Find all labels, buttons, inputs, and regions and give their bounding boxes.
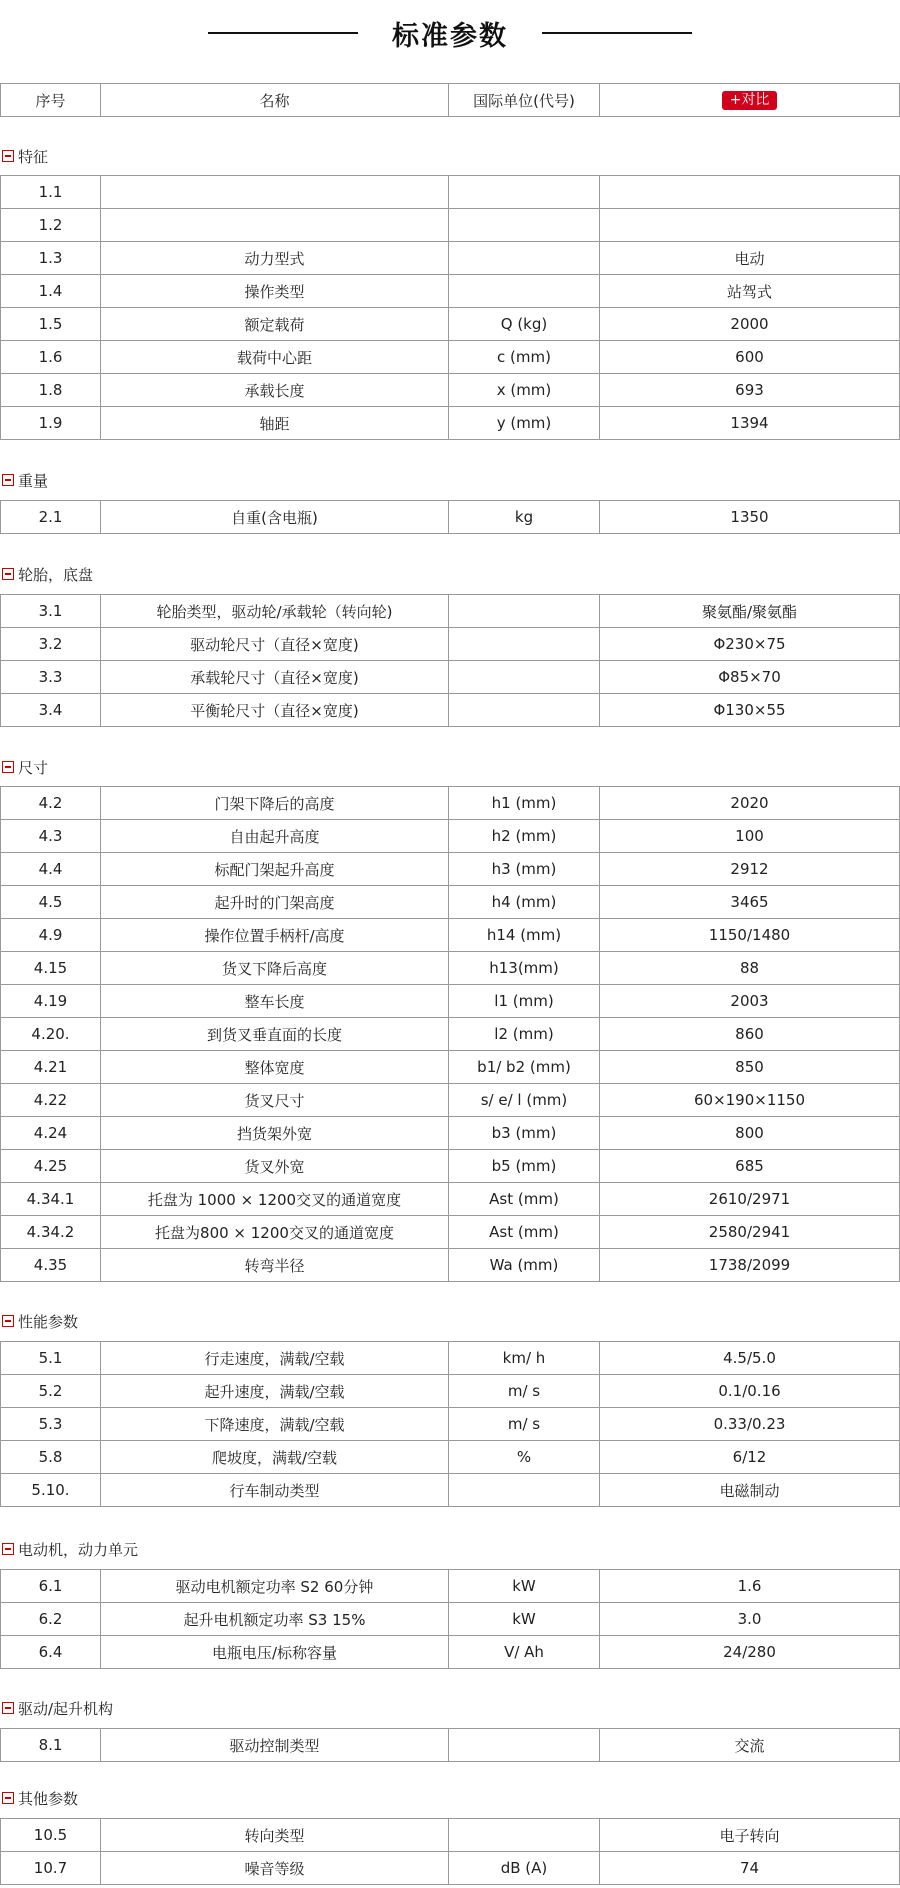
cell-value: 1394 (600, 407, 900, 440)
cell-unit: dB (A) (449, 1852, 600, 1885)
cell-value: 0.1/0.16 (600, 1375, 900, 1408)
cell-name: 货叉下降后高度 (101, 952, 449, 985)
cell-no: 4.25 (1, 1150, 101, 1183)
cell-unit (449, 694, 600, 727)
cell-value: 88 (600, 952, 900, 985)
cell-name: 动力型式 (101, 242, 449, 275)
cell-unit: h13(mm) (449, 952, 600, 985)
cell-unit: h4 (mm) (449, 886, 600, 919)
cell-value: 2000 (600, 308, 900, 341)
cell-unit (449, 275, 600, 308)
cell-name: 起升电机额定功率 S3 15% (101, 1603, 449, 1636)
cell-value: 800 (600, 1117, 900, 1150)
table-row (1, 853, 900, 886)
cell-unit: c (mm) (449, 341, 600, 374)
cell-unit: h14 (mm) (449, 919, 600, 952)
cell-unit (449, 242, 600, 275)
cell-value: 电动 (600, 242, 900, 275)
cell-unit: h1 (mm) (449, 787, 600, 820)
cell-name: 整体宽度 (101, 1051, 449, 1084)
cell-no: 4.24 (1, 1117, 101, 1150)
header-compare-cell (600, 84, 900, 117)
cell-no: 4.20. (1, 1018, 101, 1051)
cell-value: 693 (600, 374, 900, 407)
cell-no: 6.4 (1, 1636, 101, 1669)
cell-no: 1.4 (1, 275, 101, 308)
section-table (0, 175, 900, 440)
cell-no: 10.7 (1, 1852, 101, 1885)
cell-no: 4.35 (1, 1249, 101, 1282)
cell-unit: l1 (mm) (449, 985, 600, 1018)
cell-no: 1.1 (1, 176, 101, 209)
cell-unit: kg (449, 501, 600, 534)
header-name: 名称 (101, 84, 449, 117)
cell-name: 行走速度，满载/空载 (101, 1342, 449, 1375)
cell-name: 货叉尺寸 (101, 1084, 449, 1117)
table-row (1, 1216, 900, 1249)
cell-value: 2003 (600, 985, 900, 1018)
cell-no: 3.4 (1, 694, 101, 727)
cell-name: 标配门架起升高度 (101, 853, 449, 886)
collapse-minus-icon[interactable] (2, 1702, 14, 1714)
cell-no: 6.1 (1, 1570, 101, 1603)
cell-unit (449, 1729, 600, 1762)
table-row (1, 374, 900, 407)
cell-value: 电磁制动 (600, 1474, 900, 1507)
compare-button[interactable]: +对比 (722, 91, 778, 110)
cell-unit: V/ Ah (449, 1636, 600, 1669)
cell-no: 4.15 (1, 952, 101, 985)
table-row (1, 176, 900, 209)
cell-no: 3.1 (1, 595, 101, 628)
section-title: 轮胎，底盘 (18, 565, 94, 584)
cell-value: 685 (600, 1150, 900, 1183)
cell-unit: kW (449, 1603, 600, 1636)
table-row (1, 1018, 900, 1051)
table-row (1, 952, 900, 985)
cell-value: 24/280 (600, 1636, 900, 1669)
section-title: 性能参数 (18, 1312, 79, 1331)
collapse-minus-icon[interactable] (2, 568, 14, 580)
cell-name: 操作位置手柄杆/高度 (101, 919, 449, 952)
cell-no: 4.34.1 (1, 1183, 101, 1216)
cell-unit (449, 1474, 600, 1507)
table-row (1, 407, 900, 440)
cell-name: 托盘为 1000 × 1200交叉的通道宽度 (101, 1183, 449, 1216)
cell-unit: y (mm) (449, 407, 600, 440)
cell-value: 1738/2099 (600, 1249, 900, 1282)
cell-value: 3.0 (600, 1603, 900, 1636)
collapse-minus-icon[interactable] (2, 150, 14, 162)
table-row (1, 1375, 900, 1408)
table-row (1, 787, 900, 820)
section-header (2, 145, 48, 167)
cell-unit (449, 628, 600, 661)
collapse-minus-icon[interactable] (2, 1792, 14, 1804)
cell-unit: Ast (mm) (449, 1216, 600, 1249)
table-row (1, 886, 900, 919)
cell-name: 门架下降后的高度 (101, 787, 449, 820)
section-header (2, 1538, 138, 1560)
cell-value: 3465 (600, 886, 900, 919)
table-row (1, 919, 900, 952)
section-title: 尺寸 (18, 758, 49, 777)
cell-name: 起升速度，满载/空载 (101, 1375, 449, 1408)
section-table (0, 1569, 900, 1669)
cell-unit (449, 209, 600, 242)
table-row (1, 661, 900, 694)
table-row (1, 1819, 900, 1852)
cell-unit: h3 (mm) (449, 853, 600, 886)
table-row (1, 1441, 900, 1474)
cell-name (101, 209, 449, 242)
table-row (1, 209, 900, 242)
section-header (2, 563, 93, 585)
table-row (1, 1342, 900, 1375)
cell-name: 操作类型 (101, 275, 449, 308)
cell-no: 5.2 (1, 1375, 101, 1408)
cell-unit: Wa (mm) (449, 1249, 600, 1282)
cell-name: 轴距 (101, 407, 449, 440)
cell-name: 噪音等级 (101, 1852, 449, 1885)
cell-value: 交流 (600, 1729, 900, 1762)
cell-value: 74 (600, 1852, 900, 1885)
section-table (0, 500, 900, 534)
section-title: 特征 (18, 147, 49, 166)
cell-value: 860 (600, 1018, 900, 1051)
table-row (1, 820, 900, 853)
section-header (2, 756, 48, 778)
header-no: 序号 (1, 84, 101, 117)
cell-no: 4.4 (1, 853, 101, 886)
cell-value: 600 (600, 341, 900, 374)
table-row (1, 1603, 900, 1636)
header-table (0, 83, 900, 117)
cell-value: 6/12 (600, 1441, 900, 1474)
table-row (1, 1183, 900, 1216)
cell-value: 2610/2971 (600, 1183, 900, 1216)
header-row (1, 84, 900, 117)
table-row (1, 595, 900, 628)
table-row (1, 1852, 900, 1885)
cell-no: 4.19 (1, 985, 101, 1018)
cell-value: 60×190×1150 (600, 1084, 900, 1117)
table-row (1, 1474, 900, 1507)
section-table (0, 786, 900, 1282)
section-title: 电动机，动力单元 (18, 1540, 139, 1559)
section-header (2, 1787, 78, 1809)
cell-unit (449, 661, 600, 694)
cell-unit: Ast (mm) (449, 1183, 600, 1216)
page-title: 标准参数 (392, 20, 508, 52)
cell-unit: h2 (mm) (449, 820, 600, 853)
cell-unit: b1/ b2 (mm) (449, 1051, 600, 1084)
cell-no: 5.3 (1, 1408, 101, 1441)
cell-name: 整车长度 (101, 985, 449, 1018)
table-row (1, 1051, 900, 1084)
cell-value: 站驾式 (600, 275, 900, 308)
cell-unit: % (449, 1441, 600, 1474)
cell-value: 2580/2941 (600, 1216, 900, 1249)
table-row (1, 501, 900, 534)
header-unit: 国际单位(代号) (449, 84, 600, 117)
table-row (1, 1570, 900, 1603)
cell-name: 电瓶电压/标称容量 (101, 1636, 449, 1669)
cell-unit: b3 (mm) (449, 1117, 600, 1150)
cell-unit: l2 (mm) (449, 1018, 600, 1051)
cell-name: 挡货架外宽 (101, 1117, 449, 1150)
cell-value: 850 (600, 1051, 900, 1084)
cell-name: 起升时的门架高度 (101, 886, 449, 919)
cell-unit: Q (kg) (449, 308, 600, 341)
table-row (1, 242, 900, 275)
cell-name: 自由起升高度 (101, 820, 449, 853)
cell-no: 10.5 (1, 1819, 101, 1852)
cell-no: 1.6 (1, 341, 101, 374)
cell-value: 100 (600, 820, 900, 853)
title-row (0, 8, 900, 58)
cell-no: 5.10. (1, 1474, 101, 1507)
cell-name: 爬坡度，满载/空载 (101, 1441, 449, 1474)
section-table (0, 594, 900, 727)
cell-no: 1.8 (1, 374, 101, 407)
cell-no: 1.9 (1, 407, 101, 440)
cell-unit: kW (449, 1570, 600, 1603)
table-row (1, 308, 900, 341)
cell-name: 平衡轮尺寸（直径×宽度) (101, 694, 449, 727)
cell-no: 4.2 (1, 787, 101, 820)
cell-value: 1350 (600, 501, 900, 534)
cell-unit: km/ h (449, 1342, 600, 1375)
table-row (1, 628, 900, 661)
cell-no: 5.1 (1, 1342, 101, 1375)
cell-name: 驱动控制类型 (101, 1729, 449, 1762)
table-row (1, 985, 900, 1018)
cell-value: Φ130×55 (600, 694, 900, 727)
cell-unit: x (mm) (449, 374, 600, 407)
table-row (1, 1249, 900, 1282)
title-left-divider (208, 32, 358, 34)
cell-value: 2912 (600, 853, 900, 886)
cell-no: 1.2 (1, 209, 101, 242)
collapse-minus-icon[interactable] (2, 1315, 14, 1327)
cell-unit: s/ e/ l (mm) (449, 1084, 600, 1117)
cell-no: 4.22 (1, 1084, 101, 1117)
table-row (1, 275, 900, 308)
cell-unit: b5 (mm) (449, 1150, 600, 1183)
section-table (0, 1728, 900, 1762)
cell-name: 货叉外宽 (101, 1150, 449, 1183)
cell-name: 转向类型 (101, 1819, 449, 1852)
cell-no: 4.34.2 (1, 1216, 101, 1249)
cell-name: 驱动电机额定功率 S2 60分钟 (101, 1570, 449, 1603)
cell-name: 载荷中心距 (101, 341, 449, 374)
section-header (2, 1310, 78, 1332)
cell-no: 5.8 (1, 1441, 101, 1474)
cell-name: 轮胎类型，驱动轮/承载轮（转向轮) (101, 595, 449, 628)
collapse-minus-icon[interactable] (2, 474, 14, 486)
cell-no: 2.1 (1, 501, 101, 534)
cell-value: 1.6 (600, 1570, 900, 1603)
cell-no: 4.9 (1, 919, 101, 952)
cell-unit: m/ s (449, 1408, 600, 1441)
table-row (1, 1729, 900, 1762)
cell-name: 自重(含电瓶) (101, 501, 449, 534)
cell-no: 1.5 (1, 308, 101, 341)
cell-no: 4.3 (1, 820, 101, 853)
table-row (1, 1117, 900, 1150)
cell-value: Φ85×70 (600, 661, 900, 694)
collapse-minus-icon[interactable] (2, 1543, 14, 1555)
cell-no: 1.3 (1, 242, 101, 275)
cell-no: 3.2 (1, 628, 101, 661)
cell-name: 行车制动类型 (101, 1474, 449, 1507)
cell-value: 1150/1480 (600, 919, 900, 952)
table-row (1, 1636, 900, 1669)
cell-value (600, 176, 900, 209)
cell-value: 4.5/5.0 (600, 1342, 900, 1375)
cell-no: 3.3 (1, 661, 101, 694)
cell-no: 6.2 (1, 1603, 101, 1636)
cell-name: 额定载荷 (101, 308, 449, 341)
cell-name: 托盘为800 × 1200交叉的通道宽度 (101, 1216, 449, 1249)
cell-name: 下降速度，满载/空载 (101, 1408, 449, 1441)
table-row (1, 694, 900, 727)
cell-unit (449, 1819, 600, 1852)
table-row (1, 1084, 900, 1117)
cell-value: 电子转向 (600, 1819, 900, 1852)
cell-name: 承载轮尺寸（直径×宽度) (101, 661, 449, 694)
table-row (1, 1408, 900, 1441)
cell-no: 4.5 (1, 886, 101, 919)
cell-value: 聚氨酯/聚氨酯 (600, 595, 900, 628)
cell-value: 0.33/0.23 (600, 1408, 900, 1441)
section-title: 其他参数 (18, 1789, 79, 1808)
section-header (2, 469, 48, 491)
cell-name (101, 176, 449, 209)
cell-value (600, 209, 900, 242)
cell-unit (449, 176, 600, 209)
cell-no: 8.1 (1, 1729, 101, 1762)
section-table (0, 1818, 900, 1885)
cell-name: 到货叉垂直面的长度 (101, 1018, 449, 1051)
table-row (1, 1150, 900, 1183)
cell-unit: m/ s (449, 1375, 600, 1408)
cell-name: 驱动轮尺寸（直径×宽度) (101, 628, 449, 661)
cell-name: 承载长度 (101, 374, 449, 407)
cell-value: Φ230×75 (600, 628, 900, 661)
title-right-divider (542, 32, 692, 34)
collapse-minus-icon[interactable] (2, 761, 14, 773)
cell-name: 转弯半径 (101, 1249, 449, 1282)
section-table (0, 1341, 900, 1507)
section-header (2, 1697, 113, 1719)
cell-unit (449, 595, 600, 628)
table-row (1, 341, 900, 374)
section-title: 驱动/起升机构 (18, 1699, 114, 1718)
section-title: 重量 (18, 471, 49, 490)
cell-no: 4.21 (1, 1051, 101, 1084)
cell-value: 2020 (600, 787, 900, 820)
